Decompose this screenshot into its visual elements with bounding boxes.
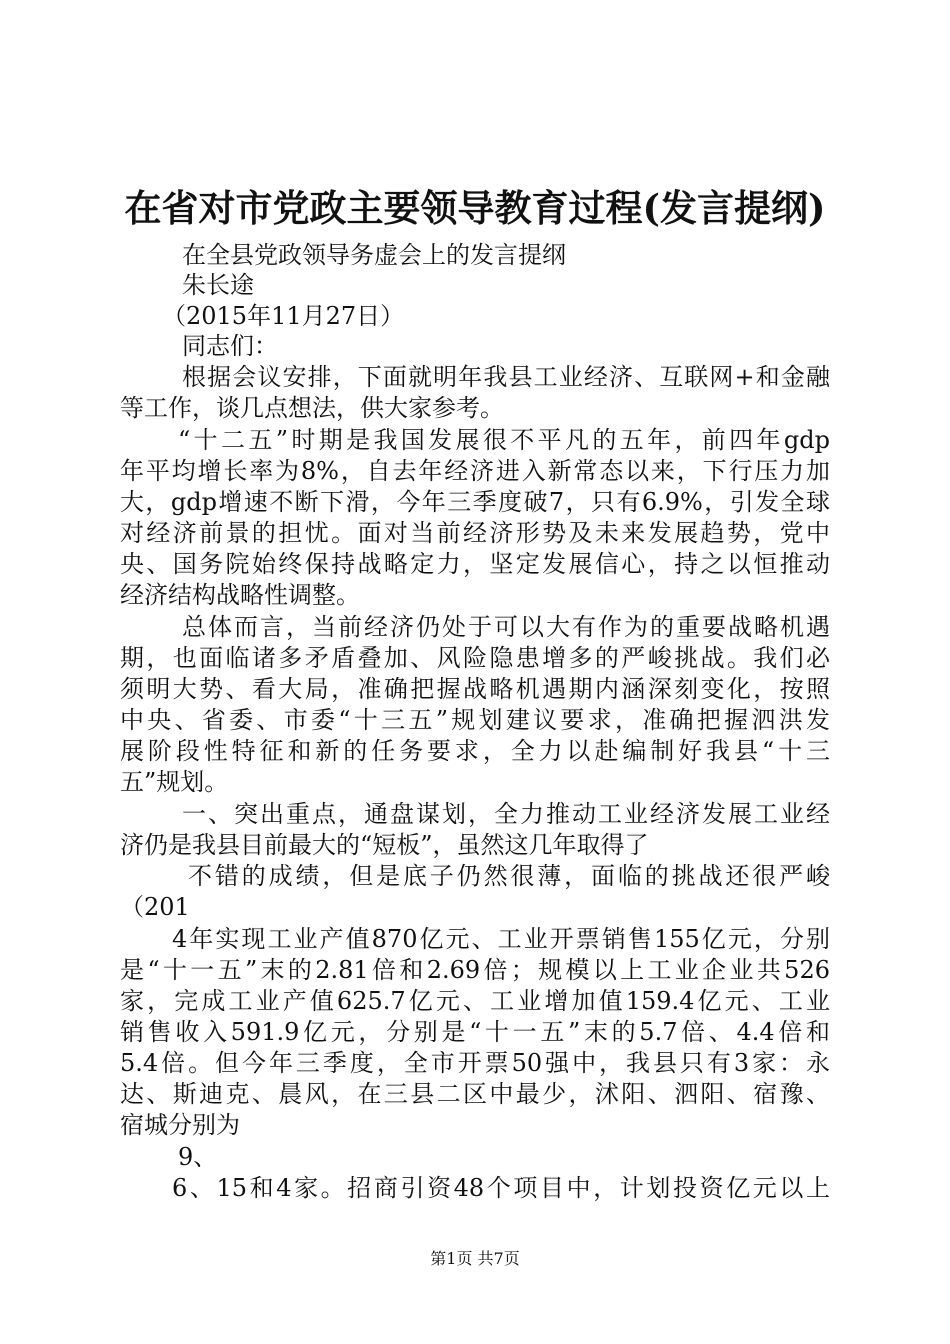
text-line: 一、突出重点，通盘谋划，全力推动工业经济发展工业经 [182,800,830,828]
text-line: （201 [120,893,190,921]
text-line: 销售收入591.9亿元，分别是“十一五”末的5.7倍、4.4倍和 [120,1018,830,1046]
text-line: 展阶段性特征和新的任务要求，全力以赴编制好我县“十三 [120,737,830,765]
text-line: 9、 [178,1143,218,1171]
text-line: 6、15和4家。招商引资48个项目中，计划投资亿元以上 [172,1174,830,1202]
page-footer: 第1页 共7页 [430,1249,520,1268]
text-line: 经济结构战略性调整。 [120,581,360,609]
text-line: 济仍是我县目前最大的“短板”，虽然这几年取得了 [120,831,649,859]
text-line: 是“十一五”末的2.81倍和2.69倍；规模以上工业企业共526 [120,956,830,984]
text-line: 朱长途 [182,271,254,299]
text-line: 中央、省委、市委“十三五”规划建议要求，准确把握泗洪发 [120,706,830,734]
text-line: 大，gdp增速不断下滑，今年三季度破7，只有6.9%，引发全球 [120,488,830,516]
text-line: 同志们： [182,332,278,360]
text-line: 根据会议安排，下面就明年我县工业经济、互联网+和金融 [182,363,830,391]
text-line: 达、斯迪克、晨风，在三县二区中最少，沭阳、泗阳、宿豫、 [120,1080,830,1108]
text-line: 在全县党政领导务虚会上的发言提纲 [182,241,566,269]
text-line: 对经济前景的担忧。面对当前经济形势及未来发展趋势，党中 [120,519,830,547]
text-line: 须明大势、看大局，准确把握战略机遇期内涵深刻变化，按照 [120,675,830,703]
text-line: “十二五”时期是我国发展很不平凡的五年，前四年gdp [178,426,830,454]
text-line: （2015年11月27日） [162,302,405,330]
text-line: 4年实现工业产值870亿元、工业开票销售155亿元，分别 [172,925,830,953]
text-line: 不错的成绩，但是底子仍然很薄，面临的挑战还很严峻 [188,862,830,890]
text-line: 总体而言，当前经济仍处于可以大有作为的重要战略机遇 [182,613,830,641]
text-line: 央、国务院始终保持战略定力，坚定发展信心，持之以恒推动 [120,550,830,578]
text-line: 家，完成工业产值625.7亿元、工业增加值159.4亿元、工业 [120,987,830,1015]
text-line: 5.4倍。但今年三季度，全市开票50强中，我县只有3家：永 [120,1049,830,1077]
text-line: 等工作，谈几点想法，供大家参考。 [120,394,504,422]
text-line: 宿城分别为 [120,1111,240,1139]
text-line: 期，也面临诸多矛盾叠加、风险隐患增多的严峻挑战。我们必 [120,644,830,672]
page-title: 在省对市党政主要领导教育过程(发言提纲) [124,186,826,230]
text-line: 年平均增长率为8%，自去年经济进入新常态以来，下行压力加 [120,457,830,485]
text-line: 五”规划。 [120,768,229,796]
